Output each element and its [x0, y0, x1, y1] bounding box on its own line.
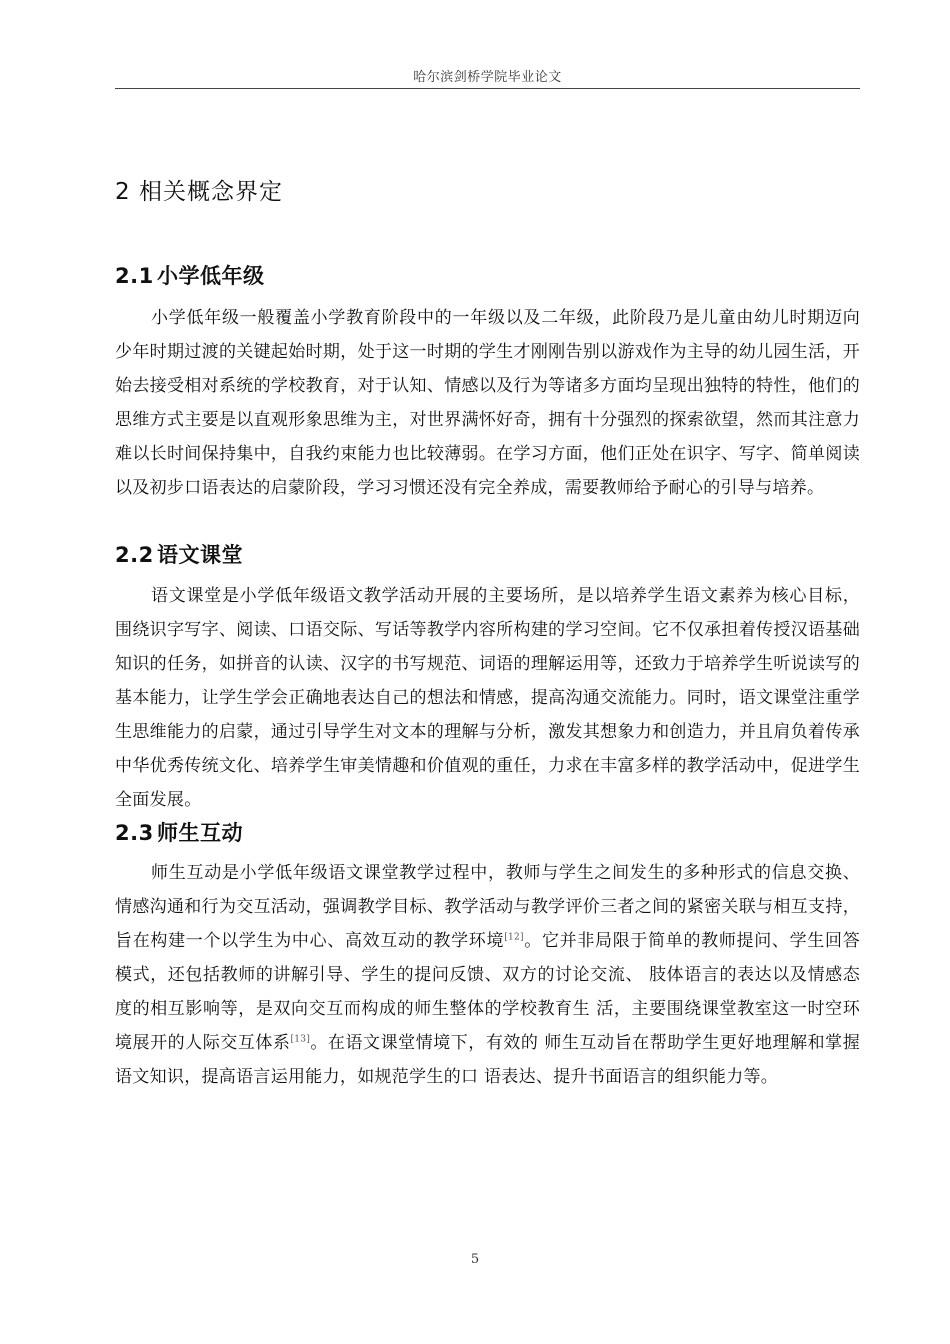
section-number: 2.2 [115, 543, 154, 567]
page-header: 哈尔滨剑桥学院毕业论文 [413, 70, 562, 85]
paragraph-text: 师生互动是小学低年级语文课堂教学过程中，教师与学生之间发生的多种形式的信息交换、情感沟通和行为交互活动，强调教学目标、教学活动与教学评价三者之间的紧密关联与相互支持，旨在构建一个以学生为中心、高效互动的教学环境 [115, 863, 860, 951]
page-number: 5 [470, 1252, 480, 1267]
chapter-title: 2 相关概念界定 [115, 179, 283, 205]
section-heading [115, 260, 265, 290]
citation-marker: [12] [504, 932, 524, 943]
section-number: 2.3 [115, 821, 154, 845]
section-paragraph: 小学低年级一般覆盖小学教育阶段中的一年级以及二年级，此阶段乃是儿童由幼儿时期迈向少年时期过渡的关键起始时期，处于这一时期的学生才刚刚告别以游戏作为主导的幼儿园生活，开始去接受相对系统的学校教育，对于认知、情感以及行为等诸多方面均呈现出独特的特性，他们的思维方式主要是以直观形象思维为主，对世界满怀好奇，拥有十分强烈的探索欲望，然而其注意力难以长时间保持集中，自我约束能力也比较薄弱。在学习方面，他们正处在识字、写字、简单阅读以及初步口语表达的启蒙阶段，学习习惯还没有完全养成，需要教师给予耐心的引导与培养。 [115, 308, 860, 498]
section-title-text: 语文课堂 [157, 543, 243, 567]
citation-marker: [13] [290, 1034, 311, 1045]
section-heading [115, 539, 243, 569]
section-title-text: 小学低年级 [157, 264, 265, 288]
section-number: 2.1 [115, 264, 154, 288]
header-divider [115, 88, 860, 89]
section-paragraph [115, 856, 860, 1094]
paragraph-text: 。它并非局限于简单的教师提问、学生回答模式，还包括教师的讲解引导、学生的提问反馈、双方的讨论交流、 肢体语言的表达以及情感态度的相互影响等，是双向交互而构成的师生整体的学校教育生 活，主要围绕课堂教室这一时空环境展开的人际交互体系 [115, 931, 860, 1053]
section-paragraph: 语文课堂是小学低年级语文教学活动开展的主要场所，是以培养学生语文素养为核心目标，围绕识字写字、阅读、口语交际、写话等教学内容所构建的学习空间。它不仅承担着传授汉语基础知识的任务，如拼音的认读、汉字的书写规范、词语的理解运用等，还致力于培养学生听说读写的基本能力，让学生学会正确地表达自己的想法和情感，提高沟通交流能力。同时，语文课堂注重学生思维能力的启蒙，通过引导学生对文本的理解与分析，激发其想象力和创造力，并且肩负着传承中华优秀传统文化、培养学生审美情趣和价值观的重任，力求在丰富多样的教学活动中，促进学生全面发展。 [115, 586, 860, 810]
paragraph-text: 。在语文课堂情境下，有效的 师生互动旨在帮助学生更好地理解和掌握语文知识，提高语言运用能力，如规范学生的口 语表达、提升书面语言的组织能力等。 [115, 1033, 860, 1087]
section-title-text: 师生互动 [157, 821, 243, 845]
section-heading [115, 817, 243, 847]
